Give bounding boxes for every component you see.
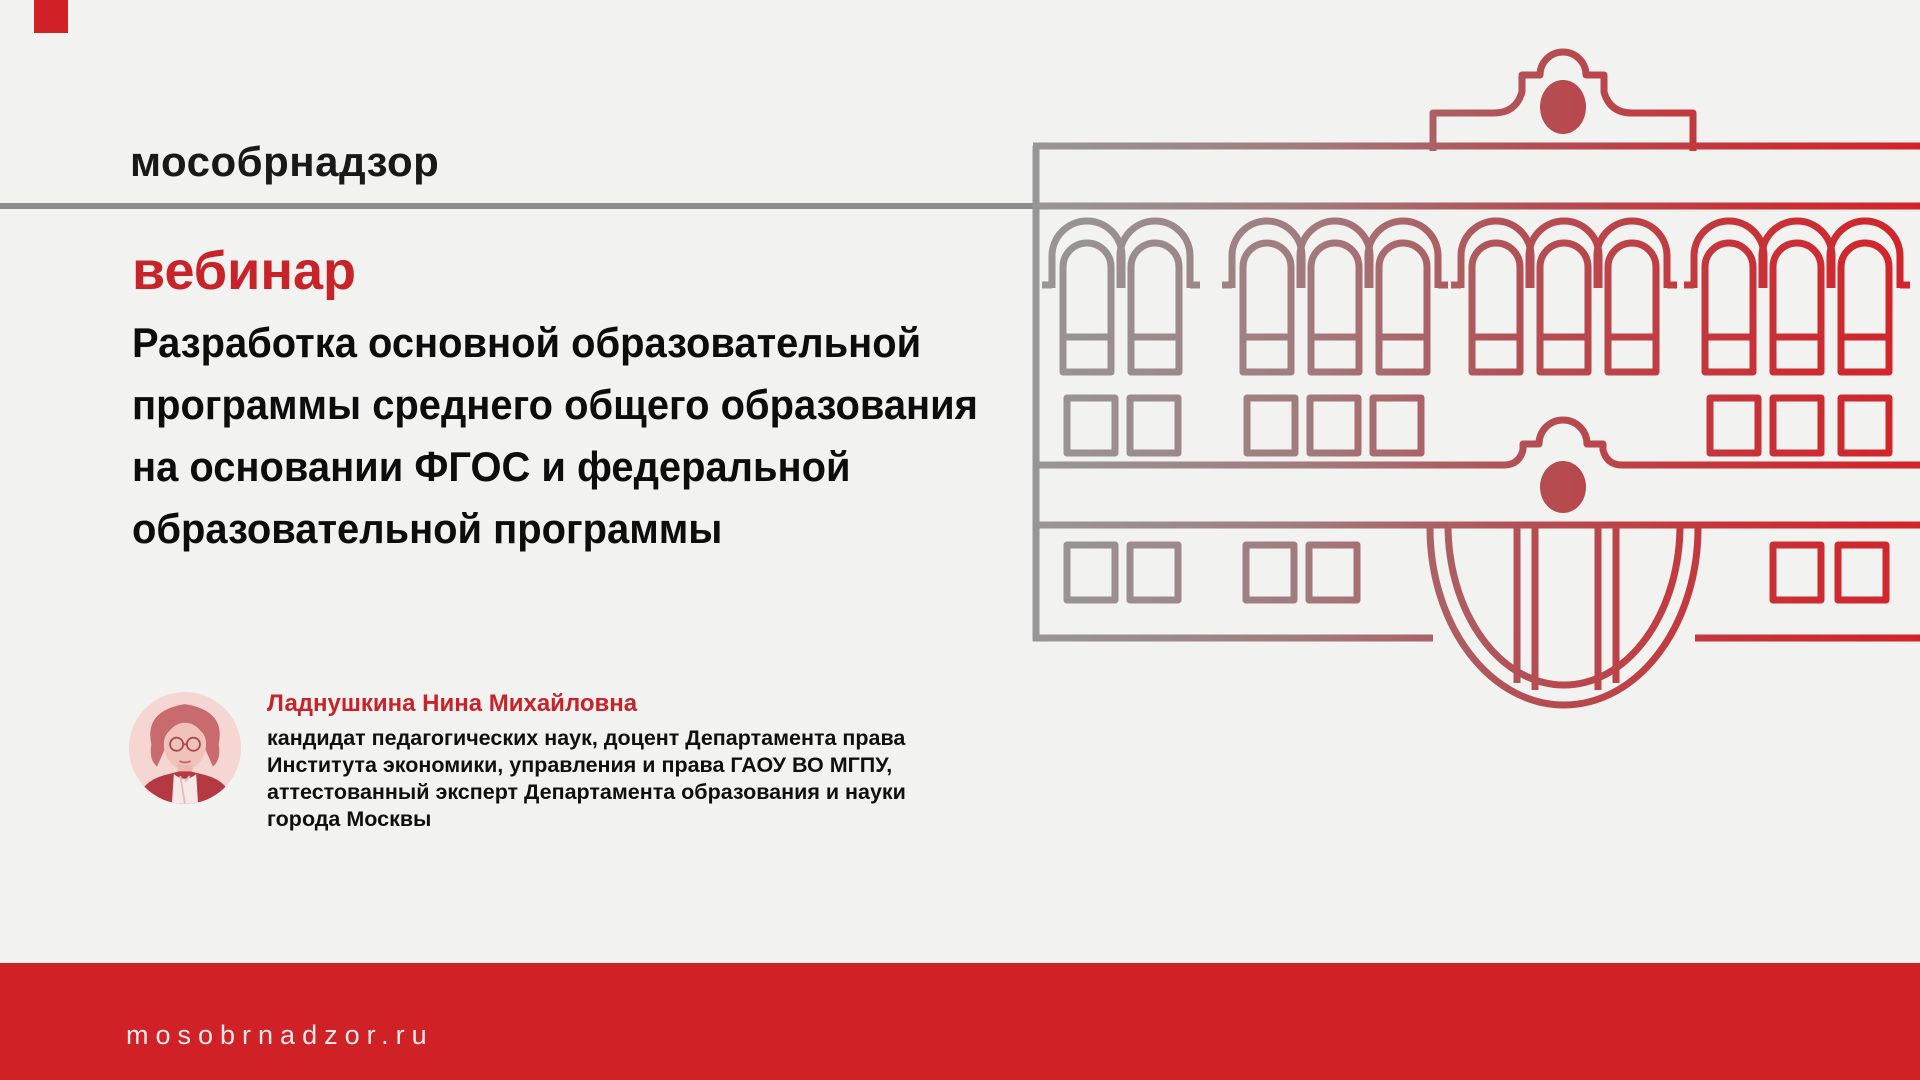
title-line: Разработка основной образовательной [132,319,922,366]
logo-text: мособрнадзор [130,138,440,185]
separator-line [0,203,1040,209]
building-line-art [1020,40,1920,720]
speaker-info [267,690,967,833]
middle-band-pediment [1033,420,1920,465]
ground-square-windows [1067,545,1886,600]
corner-accent-square [34,0,68,33]
footer-bar [0,963,1920,1080]
speaker-name: Ладнушкина Нина Михайловна [267,690,638,717]
title-line: образовательной программы [132,505,723,552]
title-line: программы среднего общего образования [132,381,978,428]
kicker-webinar: вебинар [132,241,356,301]
pediment-medallion [1540,80,1586,134]
speaker-bio-line: города Москвы [267,807,432,831]
speaker-bio-line: кандидат педагогических наук, доцент Департамента права [267,726,906,750]
footer-website: mosobrnadzor.ru [126,1020,434,1050]
speaker-portrait-illustration [129,692,241,804]
speaker-avatar [129,692,241,804]
speaker-bio-line: аттестованный эксперт Департамента образования и науки [267,780,906,804]
speaker-bio-line: Института экономики, управления и права ГАОУ ВО МГПУ, [267,753,893,777]
page-title [132,312,978,560]
title-line: на основании ФГОС и федеральной [132,443,851,490]
middle-medallion [1540,461,1586,513]
entrance-arch [1430,525,1698,705]
upper-square-windows [1067,398,1889,453]
